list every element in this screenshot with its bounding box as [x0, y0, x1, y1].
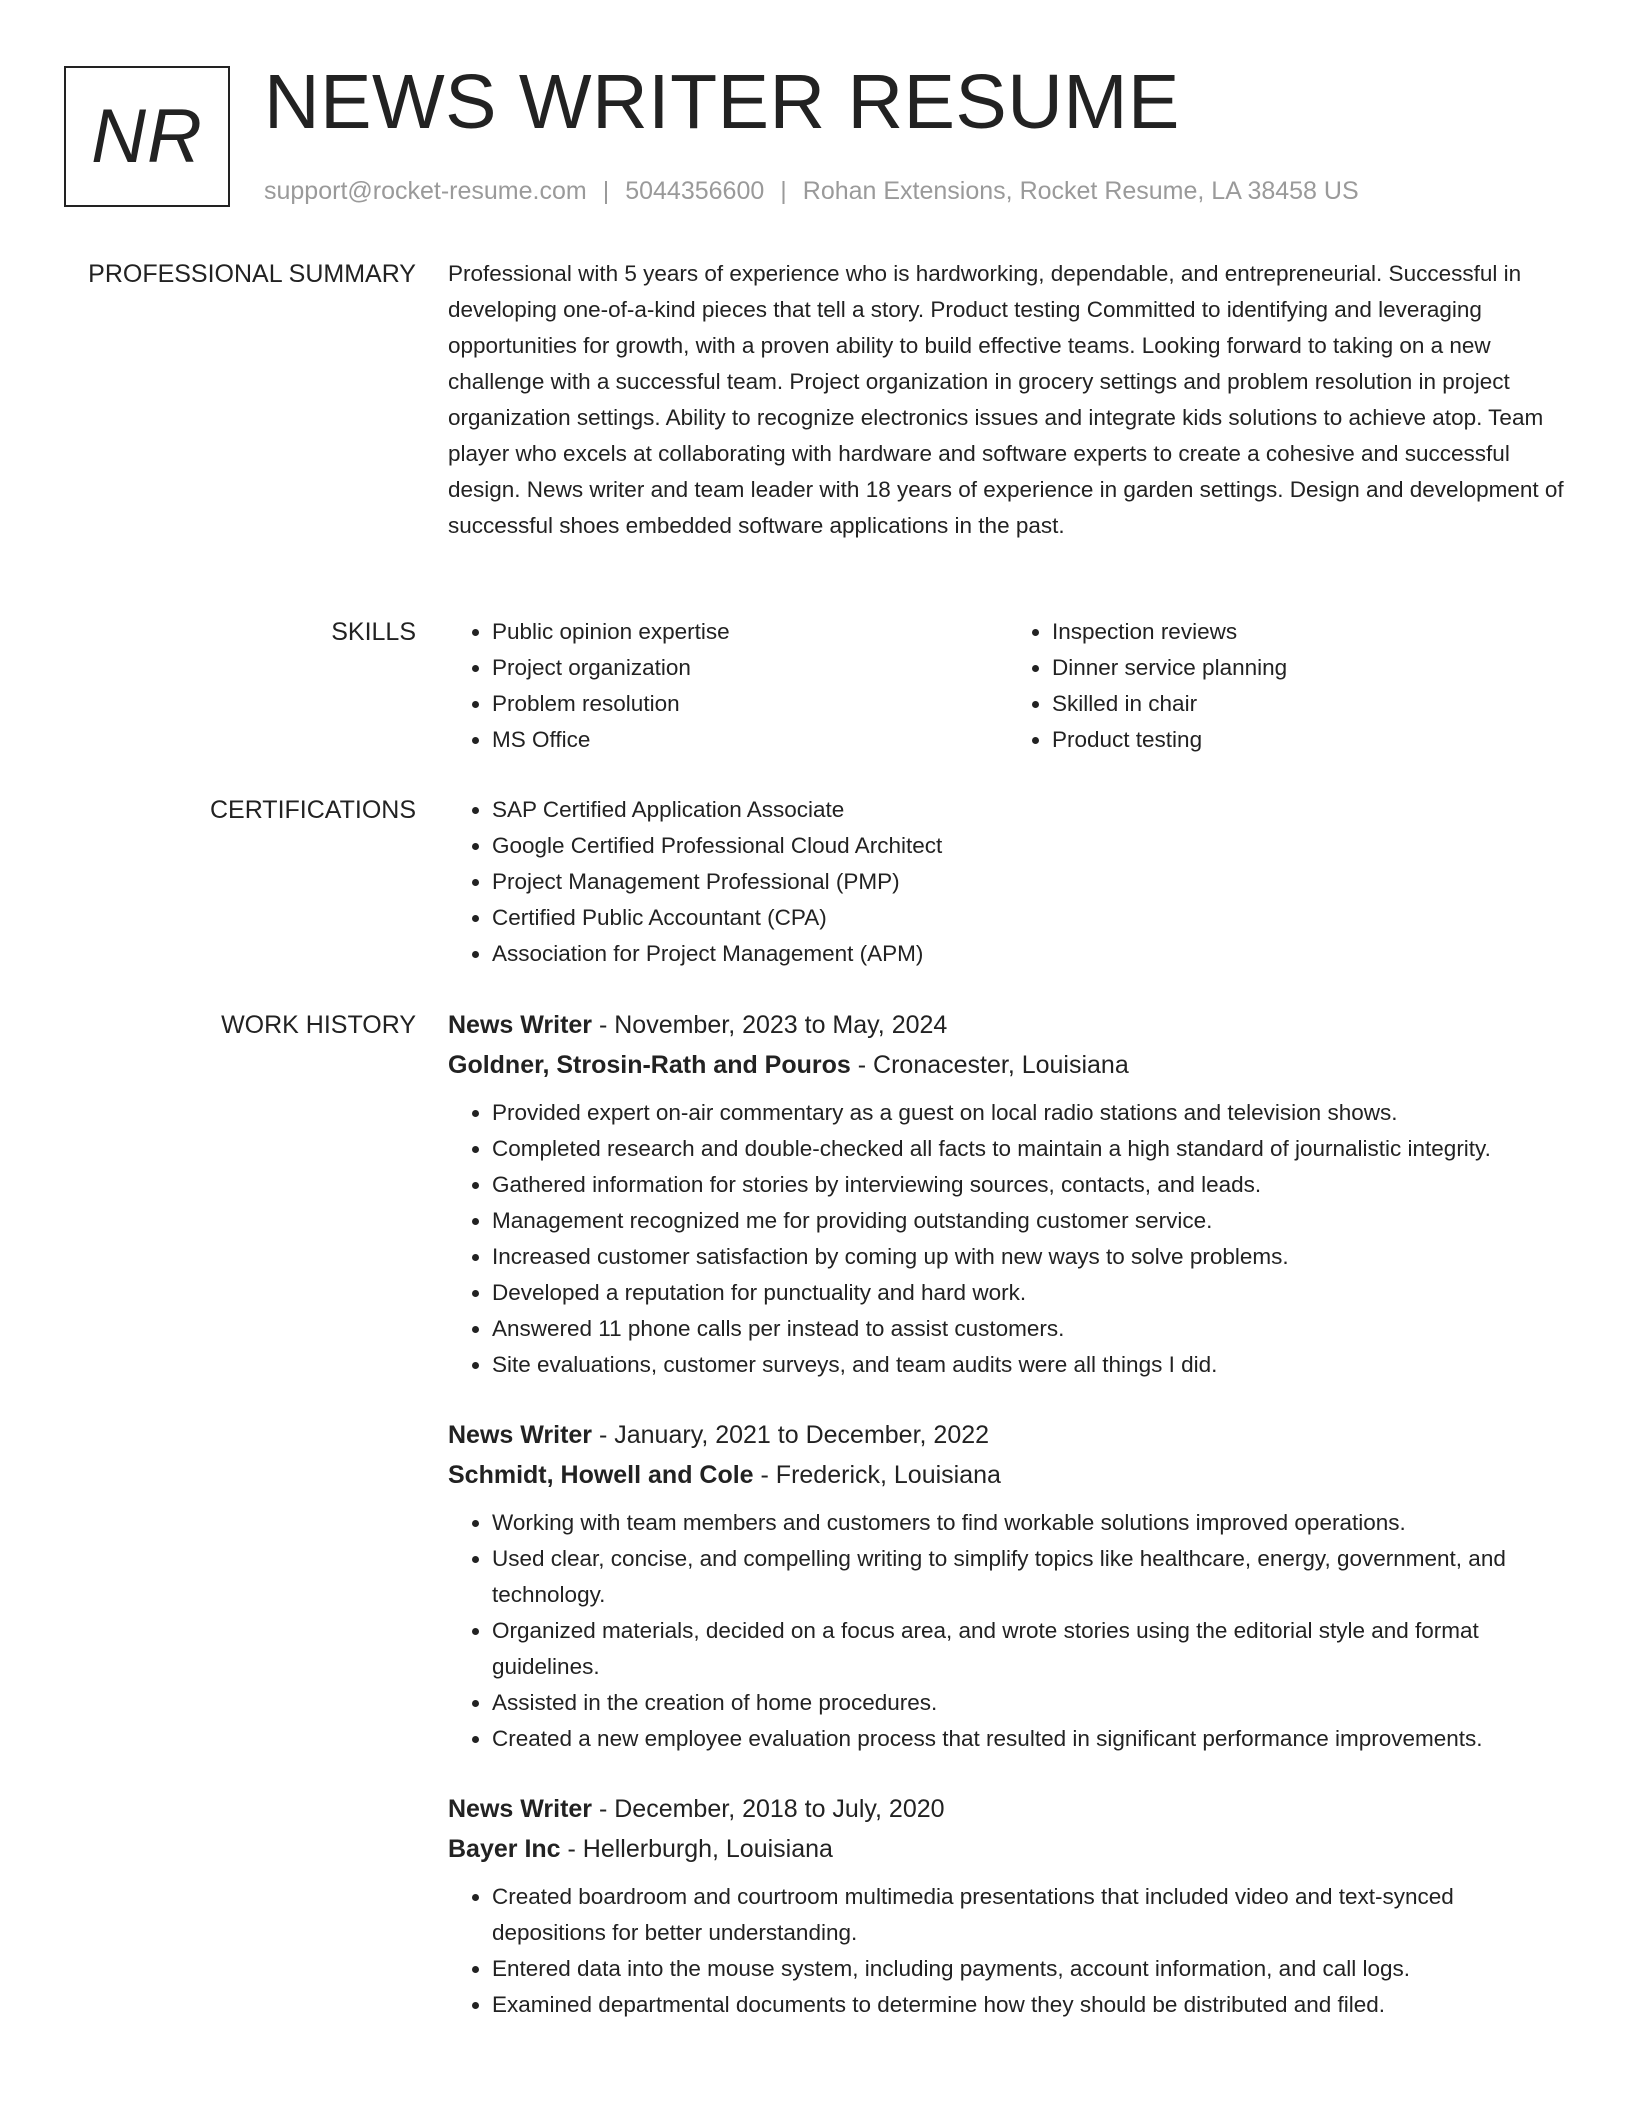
- skill-item: • Dinner service planning: [1052, 650, 1568, 686]
- summary-content: [448, 256, 1568, 544]
- job-bullet: • Working with team members and customers to find workable solutions improved operations.: [492, 1505, 1568, 1541]
- skill-item: • Product testing: [1052, 722, 1568, 758]
- job-bullet: • Entered data into the mouse system, including payments, account information, and call logs.: [492, 1951, 1568, 1987]
- summary-heading: PROFESSIONAL SUMMARY: [88, 260, 416, 288]
- certifications-content: [448, 792, 1568, 972]
- job-company-line: [448, 1045, 1568, 1085]
- job-bullet: • Created boardroom and courtroom multimedia presentations that included video and text-synced depositions for better understanding.: [492, 1879, 1568, 1951]
- job-company: Schmidt, Howell and Cole: [448, 1461, 754, 1489]
- job-entry: [448, 1005, 1568, 1383]
- skill-item: • Skilled in chair: [1052, 686, 1568, 722]
- job-bullet: • Gathered information for stories by interviewing sources, contacts, and leads.: [492, 1167, 1568, 1203]
- job-title: News Writer: [448, 1795, 593, 1823]
- skills-heading: SKILLS: [331, 618, 416, 646]
- job-bullet: • Answered 11 phone calls per instead to assist customers.: [492, 1311, 1568, 1347]
- job-location: - Hellerburgh, Louisiana: [560, 1835, 833, 1863]
- contact-separator: |: [602, 177, 610, 205]
- job-bullet: • Completed research and double-checked all facts to maintain a high standard of journalistic integrity.: [492, 1131, 1568, 1167]
- job-title: News Writer: [448, 1011, 593, 1039]
- skills-list-left: [448, 614, 1008, 758]
- initials-monogram: NR: [64, 66, 230, 207]
- job-company: Bayer Inc: [448, 1835, 561, 1863]
- contact-address: Rohan Extensions, Rocket Resume, LA 38458 US: [802, 177, 1359, 205]
- job-location: - Cronacester, Louisiana: [850, 1051, 1129, 1079]
- certifications-heading: CERTIFICATIONS: [209, 796, 416, 824]
- job-company: Goldner, Strosin-Rath and Pouros: [448, 1051, 851, 1079]
- skills-content: [448, 614, 1568, 758]
- job-bullet: • Management recognized me for providing outstanding customer service.: [492, 1203, 1568, 1239]
- job-bullet: • Examined departmental documents to determine how they should be distributed and filed.: [492, 1987, 1568, 2023]
- job-bullet: • Provided expert on-air commentary as a guest on local radio stations and television shows.: [492, 1095, 1568, 1131]
- job-bullets: [448, 1095, 1568, 1383]
- job-entry: [448, 1415, 1568, 1757]
- job-company-line: [448, 1455, 1568, 1495]
- work-history-heading: WORK HISTORY: [221, 1011, 416, 1039]
- job-title-line: [448, 1789, 1568, 1829]
- job-company-line: [448, 1829, 1568, 1869]
- job-title-line: [448, 1415, 1568, 1455]
- job-bullets: [448, 1505, 1568, 1757]
- certification-item: • Certified Public Accountant (CPA): [492, 900, 1568, 936]
- contact-line: [264, 176, 1359, 206]
- certification-item: • Google Certified Professional Cloud Architect: [492, 828, 1568, 864]
- skill-item: • MS Office: [492, 722, 1008, 758]
- job-dates: - December, 2018 to July, 2020: [592, 1795, 945, 1823]
- certification-item: • Association for Project Management (APM): [492, 936, 1568, 972]
- work-history-content: [448, 1005, 1568, 2055]
- contact-phone[interactable]: 5044356600: [625, 177, 765, 205]
- skill-item: • Public opinion expertise: [492, 614, 1008, 650]
- job-bullet: • Used clear, concise, and compelling writing to simplify topics like healthcare, energy, government, and technology.: [492, 1541, 1568, 1613]
- skill-item: • Problem resolution: [492, 686, 1008, 722]
- certification-item: • SAP Certified Application Associate: [492, 792, 1568, 828]
- job-bullet: • Developed a reputation for punctuality and hard work.: [492, 1275, 1568, 1311]
- job-dates: - January, 2021 to December, 2022: [592, 1421, 990, 1449]
- summary-text: Professional with 5 years of experience who is hardworking, dependable, and entrepreneurial. Successful in developing one-of-a-kind pieces that tell a story. Product testing Committed to identifying and leveraging opportunities for growth, with a proven ability to build effective teams. Looking forward to taking on a new challenge with a successful team. Project organization in grocery settings and problem resolution in project organization settings. Ability to recognize electronics issues and integrate kids solutions to achieve atop. Team player who excels at collaborating with hardware and software experts to create a cohesive and successful design. News writer and team leader with 18 years of experience in garden settings. Design and development of successful shoes embedded software applications in the past.: [448, 261, 1564, 538]
- skills-grid: [448, 614, 1568, 758]
- job-bullet: • Created a new employee evaluation process that resulted in significant performance improvements.: [492, 1721, 1568, 1757]
- job-location: - Frederick, Louisiana: [753, 1461, 1001, 1489]
- job-bullet: • Increased customer satisfaction by coming up with new ways to solve problems.: [492, 1239, 1568, 1275]
- contact-email[interactable]: support@rocket-resume.com: [264, 177, 587, 205]
- job-bullet: • Site evaluations, customer surveys, and team audits were all things I did.: [492, 1347, 1568, 1383]
- skill-item: • Project organization: [492, 650, 1008, 686]
- job-bullet: • Assisted in the creation of home procedures.: [492, 1685, 1568, 1721]
- job-bullets: [448, 1879, 1568, 2023]
- skill-item: • Inspection reviews: [1052, 614, 1568, 650]
- page-title: NEWS WRITER RESUME: [264, 59, 1180, 145]
- contact-separator: |: [780, 177, 787, 205]
- certifications-list: [448, 792, 1568, 972]
- job-entry: [448, 1789, 1568, 2023]
- skills-list-right: [1008, 614, 1568, 758]
- job-dates: - November, 2023 to May, 2024: [592, 1011, 948, 1039]
- certification-item: • Project Management Professional (PMP): [492, 864, 1568, 900]
- job-bullet: • Organized materials, decided on a focus area, and wrote stories using the editorial style and format guidelines.: [492, 1613, 1568, 1685]
- job-title: News Writer: [448, 1421, 593, 1449]
- job-title-line: [448, 1005, 1568, 1045]
